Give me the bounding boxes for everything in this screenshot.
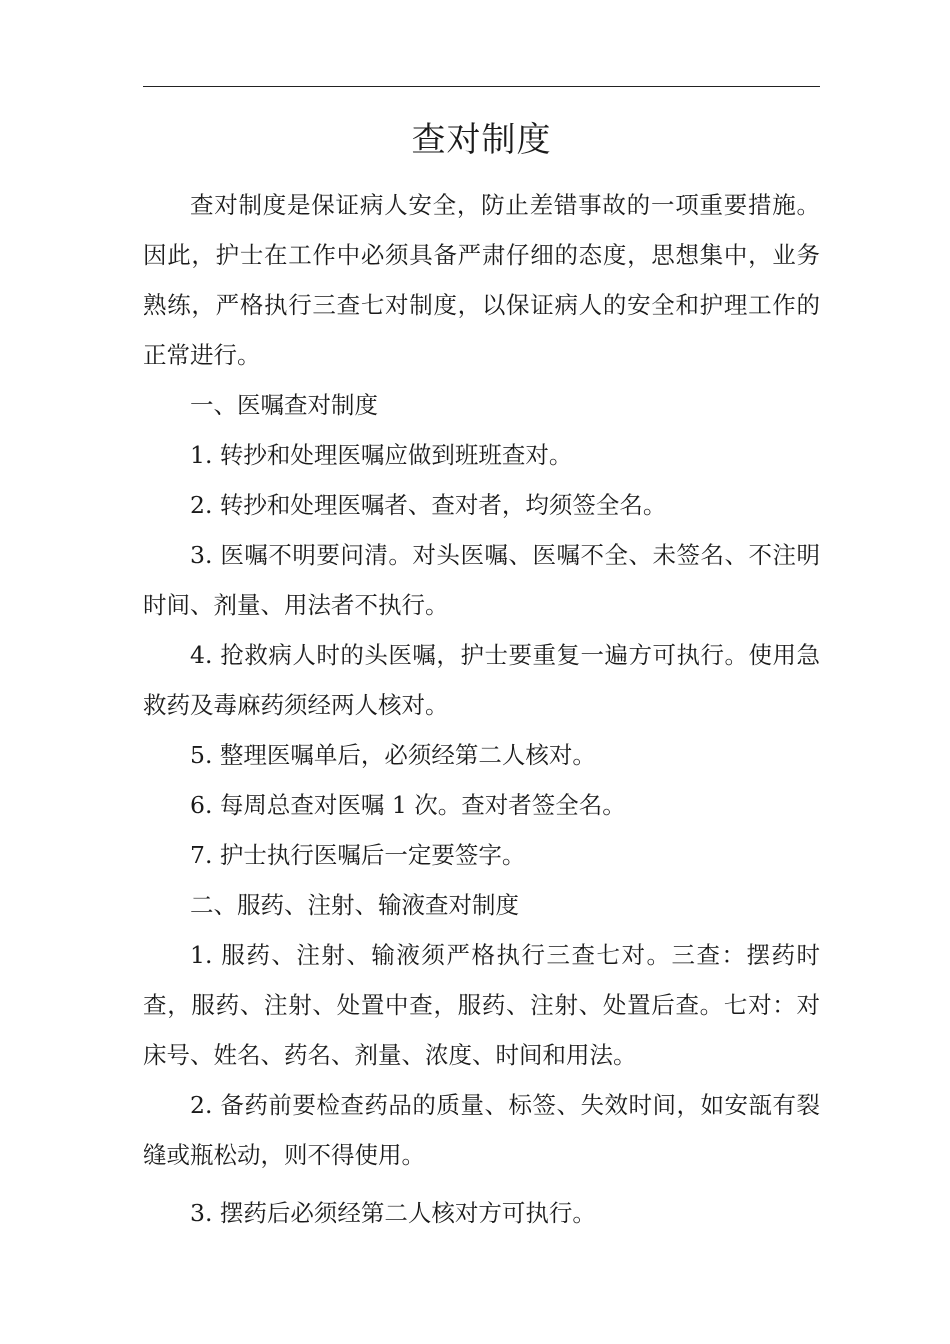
header-rule [143,86,820,87]
document-title: 查对制度 [411,120,552,160]
rule-item: 5. 整理医嘱单后，必须经第二人核对。 [190,741,596,769]
intro-paragraph: 查对制度是保证病人安全，防止差错事故的一项重要措施。因此，护士在工作中必须具备严肃仔细的态度，思想集中，业务熟练，严格执行三查七对制度，以保证病人的安全和护理工作的正常进行。 [143,191,820,369]
rule-item: 1. 转抄和处理医嘱应做到班班查对。 [190,441,573,469]
rule-item: 2. 转抄和处理医嘱者、查对者，均须签全名。 [190,491,667,519]
rule-item: 6. 每周总查对医嘱 1 次。查对者签全名。 [190,791,626,819]
section-heading-order-check: 一、医嘱查对制度 [190,391,378,419]
rule-item: 2. 备药前要检查药品的质量、标签、失效时间，如安瓿有裂缝或瓶松动，则不得使用。 [143,1091,820,1169]
rule-item: 3. 医嘱不明要问清。对头医嘱、医嘱不全、未签名、不注明时间、剂量、用法者不执行。 [143,541,820,619]
rule-item: 1. 服药、注射、输液须严格执行三查七对。三查：摆药时查，服药、注射、处置中查，服药、注射、处置后查。七对：对床号、姓名、药名、剂量、浓度、时间和用法。 [143,941,820,1069]
document-body [143,180,820,1238]
rule-item: 4. 抢救病人时的头医嘱，护士要重复一遍方可执行。使用急救药及毒麻药须经两人核对。 [143,641,820,719]
rule-item: 7. 护士执行医嘱后一定要签字。 [190,841,526,869]
section-heading-medication-check: 二、服药、注射、输液查对制度 [190,891,519,919]
rule-item: 3. 摆药后必须经第二人核对方可执行。 [190,1199,596,1227]
